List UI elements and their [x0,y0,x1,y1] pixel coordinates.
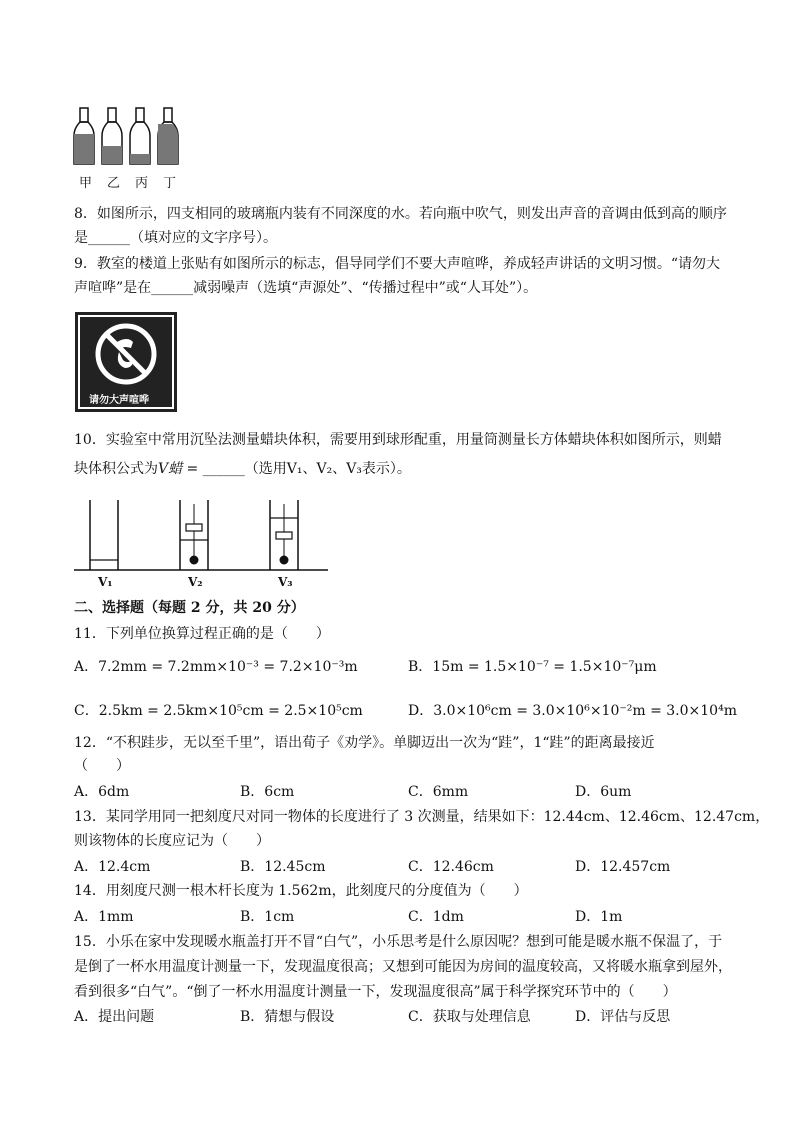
q12-line-2: （ ） [74,758,130,774]
q12-line-1: 12．“不积跬步，无以至千里”，语出荀子《劝学》。单脚迈出一次为“跬”，1“跬”的距离最接近 [74,735,655,751]
q15-option-a: A．提出问题 [74,1009,155,1025]
q14-option-b: B．1cm [240,909,295,925]
cylinder-label-v3: V₃ [278,575,293,589]
q15-option-d: D．评估与反思 [575,1009,671,1025]
q13-line-1: 13．某同学用同一把刻度尺对同一物体的长度进行了 3 次测量，结果如下：12.44cm、12.46cm、12.47cm， [74,809,770,825]
q9-line-1: 9．教室的楼道上张贴有如图所示的标志，倡导同学们不要大声喧哗，养成轻声讲话的文明习惯。“请勿大 [74,256,721,272]
q14-option-c: C．1dm [408,909,464,925]
q13-option-b: B．12.45cm [240,859,326,875]
q10-line-2-prefix: 块体积公式为 [74,461,158,477]
bottle-label-bing: 丙 [135,176,149,191]
q15-line-2: 是倒了一杯水用温度计测量一下，发现温度很高；又想到可能因为房间的温度较高，又将暖水瓶拿到屋外， [74,959,732,975]
q8-line-1: 8．如图所示，四支相同的玻璃瓶内装有不同深度的水。若向瓶中吹气，则发出声音的音调由低到高的顺序 [74,206,727,222]
q13-line-2: 则该物体的长度应记为（ ） [74,833,270,849]
bottle-ding [158,108,178,164]
bottle-label-ding: 丁 [163,176,177,191]
quiet-sign [75,312,177,412]
q10-formula: V蜡 = ______ [158,461,245,477]
cylinder-v1 [90,500,118,570]
cylinder-v3 [270,500,298,570]
q15-option-b: B．猜想与假设 [240,1009,335,1025]
q10-line-1: 10．实验室中常用沉坠法测量蜡块体积，需要用到球形配重，用量筒测量长方体蜡块体积如图所示，则蜡 [74,432,722,448]
q12-option-a: A．6dm [74,784,130,800]
q13-option-a: A．12.4cm [74,859,151,875]
q13-option-c: C．12.46cm [408,859,494,875]
q11-option-a: A．7.2mm = 7.2mm×10⁻³ = 7.2×10⁻³m [74,659,358,675]
section-2-title: 二、选择题（每题 2 分，共 20 分） [74,600,305,616]
bottle-label-yi: 乙 [107,176,121,191]
q13-option-d: D．12.457cm [575,859,671,875]
bottle-bing [130,108,150,164]
q10-line-2-suffix: （选用V₁、V₂、V₃表示）。 [244,461,411,477]
q12-option-c: C．6mm [408,784,469,800]
cylinder-v2 [180,500,208,570]
bottle-jia [74,108,94,164]
cylinders-figure [74,494,334,594]
q8-line-2: 是______（填对应的文字序号）。 [74,230,277,246]
sign-text: 请勿大声喧哗 [89,395,149,406]
bottle-yi [102,108,122,164]
q9-line-2: 声喧哗”是在______减弱噪声（选填“声源处”、“传播过程中”或“人耳处”）。 [74,280,538,296]
bottle-label-jia: 甲 [79,176,93,191]
q11-option-d: D．3.0×10⁶cm = 3.0×10⁶×10⁻²m = 3.0×10⁴m [408,703,737,719]
q15-line-1: 15．小乐在家中发现暖水瓶盖打开不冒“白气”，小乐思考是什么原因呢？想到可能是暖水瓶不保温了，于 [74,934,723,950]
q15-line-3: 看到很多“白气”。“倒了一杯水用温度计测量一下，发现温度很高”属于科学探究环节中的（ ） [74,984,677,1000]
q15-option-c: C．获取与处理信息 [408,1009,531,1025]
q12-option-d: D．6um [575,784,632,800]
q14-option-a: A．1mm [74,909,134,925]
cylinder-label-v1: V₁ [98,575,113,589]
cylinder-label-v2: V₂ [188,575,203,589]
q14-option-d: D．1m [575,909,623,925]
q11-option-b: B．15m = 1.5×10⁻⁷ = 1.5×10⁻⁷μm [408,659,657,675]
q11-stem: 11．下列单位换算过程正确的是（ ） [74,626,330,642]
q11-option-c: C．2.5km = 2.5km×10⁵cm = 2.5×10⁵cm [74,703,363,719]
q14-stem: 14．用刻度尺测一根木杆长度为 1.562m，此刻度尺的分度值为（ ） [74,883,528,899]
q10-line-2 [74,459,411,479]
q12-option-b: B．6cm [240,784,295,800]
